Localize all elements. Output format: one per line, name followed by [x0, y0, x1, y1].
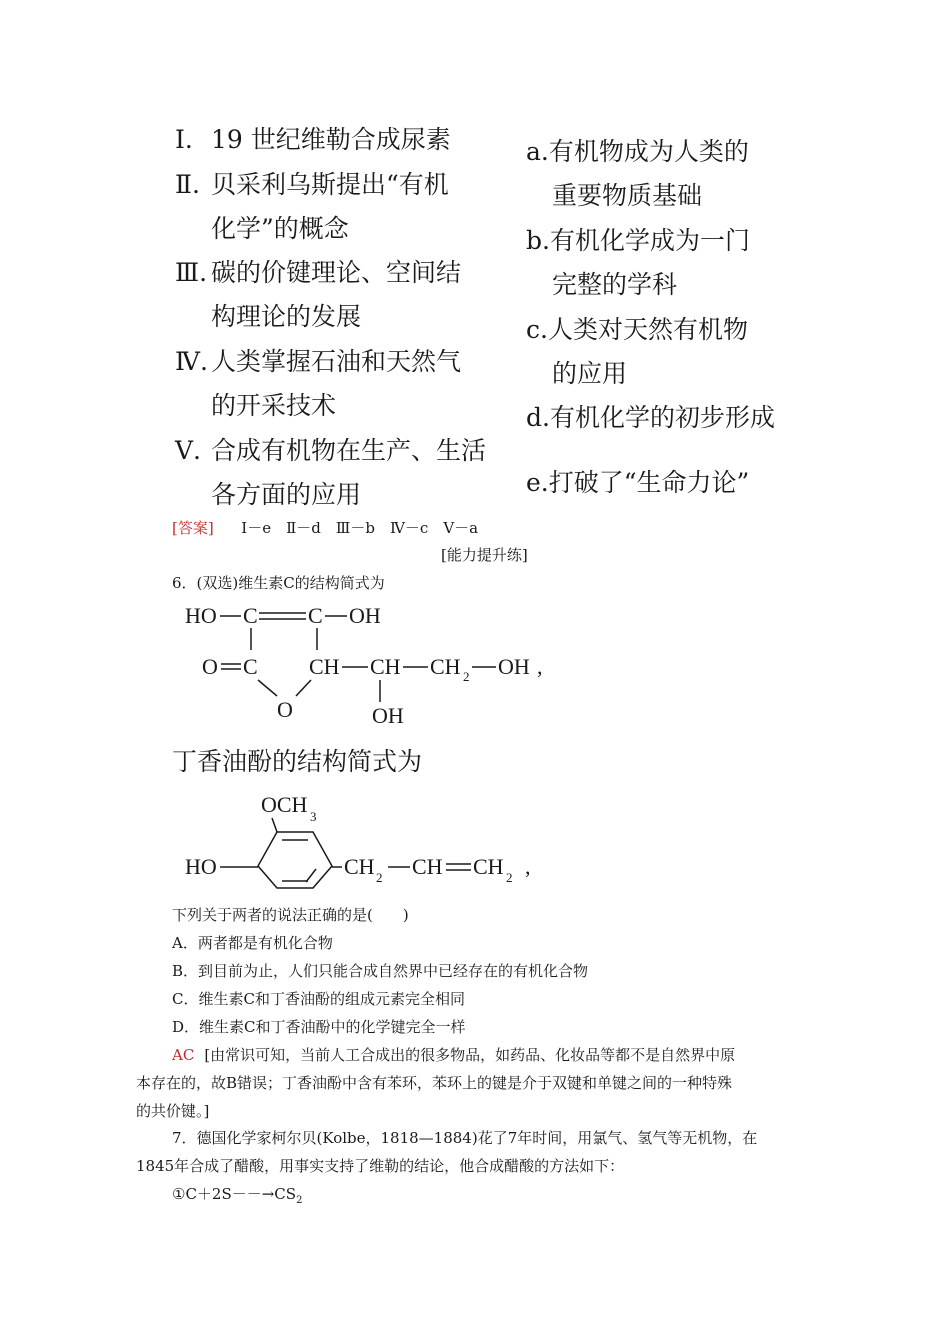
- question-7-line-2: 1845年合成了醋酸，用事实支持了维勒的结论，他合成醋酸的方法如下：: [136, 1157, 625, 1175]
- right-item-c: [526, 308, 748, 396]
- right-item-a: [526, 130, 749, 218]
- option-b: B．到目前为止，人们只能合成自然界中已经存在的有机化合物: [172, 962, 589, 980]
- vitamin-c-structure: [175, 592, 575, 732]
- q6-explain-line-2: 本存在的，故B错误；丁香油酚中含有苯环，苯环上的键是介于双键和单键之间的一种特殊: [136, 1074, 733, 1092]
- question-6-stem: 6．(双选)维生素C的结构简式为: [172, 574, 385, 592]
- question-7-line-1: 7．德国化学家柯尔贝(Kolbe，1818—1884)花了7年时间，用氯气、氢气等无机物，在: [172, 1129, 758, 1147]
- right-item-b: [526, 219, 750, 307]
- left-item-text: 贝采利乌斯提出“有机: [211, 170, 449, 199]
- eugenol-ch2a: CH: [344, 854, 375, 879]
- right-item-letter: b.: [526, 226, 550, 255]
- left-item-text: 构理论的发展: [211, 302, 362, 331]
- left-item-text: 人类掌握石油和天然气: [211, 347, 462, 376]
- vitc-c3: C: [243, 654, 258, 679]
- vitc-c1: C: [243, 603, 258, 628]
- vitc-ring-o: O: [277, 697, 293, 722]
- answer-line: [172, 514, 478, 542]
- left-item-3: [175, 251, 461, 339]
- answer-text: Ⅰ－e Ⅱ－d Ⅲ－b Ⅳ－c Ⅴ－a: [241, 519, 479, 537]
- question-6-prompt: 下列关于两者的说法正确的是( ): [172, 906, 409, 924]
- right-item-letter: c.: [526, 315, 548, 344]
- option-d: D．维生素C和丁香油酚中的化学键完全一样: [172, 1018, 466, 1036]
- left-item-text: 各方面的应用: [211, 480, 362, 509]
- q6-explain-line-1: [172, 1041, 735, 1069]
- q6-explain-line-3: 的共价键。]: [136, 1102, 210, 1120]
- left-item-number: Ⅰ.: [175, 125, 193, 154]
- vitc-ch1: CH: [309, 654, 340, 679]
- vitc-sub2: 2: [463, 669, 470, 684]
- question-7-equation-1: [172, 1180, 302, 1215]
- section-label: [能力提升练]: [441, 546, 528, 564]
- q6-answer-tag: AC: [172, 1046, 195, 1064]
- eugenol-ch: CH: [412, 854, 443, 879]
- vitc-o-double: O: [202, 654, 218, 679]
- vitc-oh2: OH: [498, 654, 530, 679]
- eugenol-intro: 丁香油酚的结构简式为: [172, 747, 423, 776]
- vitc-ch2: CH: [370, 654, 401, 679]
- left-item-2: [175, 163, 449, 251]
- left-item-number: Ⅳ.: [175, 347, 208, 376]
- right-item-letter: a.: [526, 137, 549, 166]
- right-item-text: 有机化学的初步形成: [549, 403, 775, 432]
- vitc-oh3: OH: [372, 703, 404, 728]
- left-item-4: [175, 340, 461, 428]
- right-item-e: [526, 461, 749, 505]
- answer-tag: [答案]: [172, 519, 214, 537]
- left-item-text: 碳的价键理论、空间结: [211, 258, 462, 287]
- vitc-c2: C: [308, 603, 323, 628]
- eugenol-ho: HO: [185, 854, 217, 879]
- left-item-1: [175, 118, 451, 162]
- left-item-number: Ⅲ.: [175, 258, 208, 287]
- eugenol-subb: 2: [506, 870, 513, 885]
- q6-explain-text: [由常识可知，当前人工合成出的很多物品，如药品、化妆品等都不是自然界中原: [204, 1046, 736, 1064]
- right-item-text: 有机化学成为一门: [549, 226, 750, 255]
- equation-subscript: 2: [296, 1195, 303, 1206]
- right-item-letter: e.: [526, 468, 549, 497]
- right-item-text: 的应用: [552, 359, 628, 388]
- left-item-number: Ⅴ.: [175, 436, 202, 465]
- eugenol-suba: 2: [376, 870, 383, 885]
- left-item-text: 的开采技术: [211, 391, 337, 420]
- left-item-text: 合成有机物在生产、生活: [211, 436, 487, 465]
- right-item-letter: d.: [526, 403, 550, 432]
- eugenol-och: OCH: [261, 792, 308, 817]
- vitc-oh1: OH: [349, 603, 381, 628]
- right-item-text: 重要物质基础: [552, 181, 703, 210]
- right-item-text: 完整的学科: [552, 270, 678, 299]
- right-item-text: 有机物成为人类的: [548, 137, 749, 166]
- option-a: A．两者都是有机化合物: [172, 934, 333, 952]
- vitc-ch2-main: CH: [430, 654, 461, 679]
- vitc-ho: HO: [185, 603, 217, 628]
- right-item-d: [526, 396, 775, 440]
- eugenol-comma: ,: [525, 854, 531, 879]
- left-item-text: 19 世纪维勒合成尿素: [211, 125, 451, 154]
- right-item-text: 打破了“生命力论”: [548, 468, 750, 497]
- option-c: C．维生素C和丁香油酚的组成元素完全相同: [172, 990, 465, 1008]
- eugenol-structure: [175, 788, 555, 898]
- equation-text: ①C＋2S－－→CS: [172, 1185, 297, 1203]
- right-item-text: 人类对天然有机物: [547, 315, 748, 344]
- left-item-5: [175, 429, 486, 517]
- eugenol-ch2b: CH: [473, 854, 504, 879]
- left-item-number: Ⅱ.: [175, 170, 200, 199]
- vitc-comma: ,: [537, 654, 543, 679]
- left-item-text: 化学”的概念: [211, 214, 349, 243]
- eugenol-sub3: 3: [310, 809, 317, 824]
